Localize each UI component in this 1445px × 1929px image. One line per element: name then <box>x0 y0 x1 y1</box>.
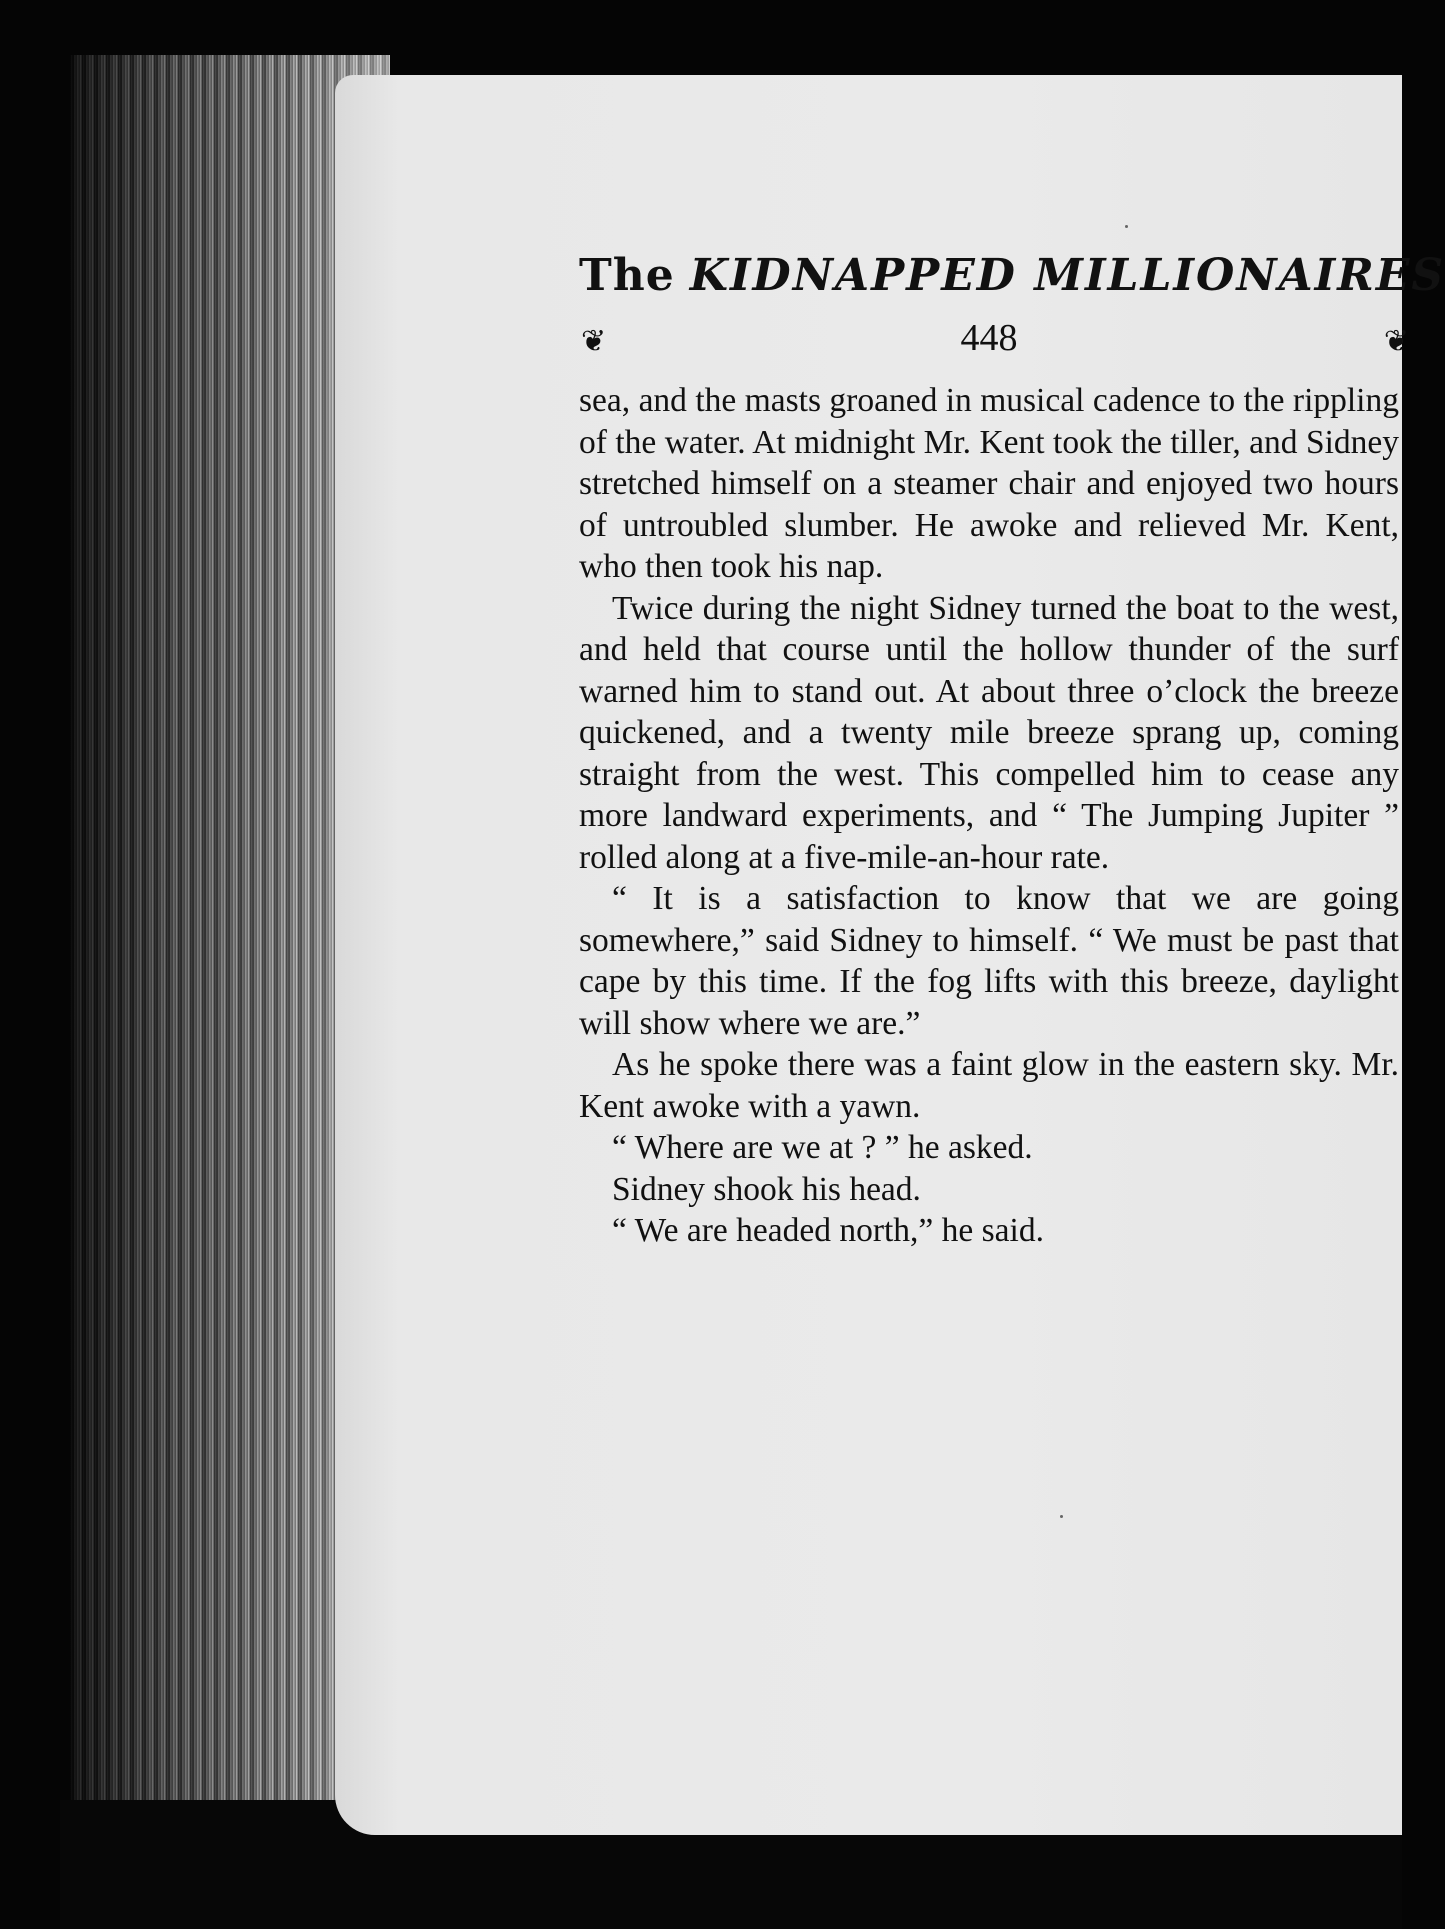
paper-speck <box>1060 1515 1063 1518</box>
page-content <box>579 250 1445 1252</box>
folio-row <box>579 316 1409 372</box>
paragraph: As he spoke there was a faint glow in the eastern sky. Mr. Kent awoke with a yawn. <box>579 1046 1399 1125</box>
left-ornament-icon: ❦ <box>581 324 607 359</box>
book-page <box>335 75 1445 1835</box>
running-head <box>579 250 1445 310</box>
paragraph: sea, and the masts groaned in musical cadence to the rippling of the water. At midnight Mr. Kent took the tiller, and Sidney stretched himself on a steamer chair and enjoyed two hours of untroubled slumber. He awoke and relieved Mr. Kent, who then took his nap. <box>579 382 1399 585</box>
paragraph: “ We are headed north,” he said. <box>612 1212 1044 1249</box>
paragraph: Twice during the night Sidney turned the boat to the west, and held that course until the hollow thunder of the surf warned him to stand out. At about three o’clock the breeze quickened, and a twenty mile breeze sprang up, coming straight from the west. This compelled him to cease any more landward experiments, and “ The Jumping Jupiter ” rolled along at a five-mile-an-hour rate. <box>579 589 1399 876</box>
running-head-article: The <box>579 250 675 301</box>
paragraph: Sidney shook his head. <box>612 1170 921 1208</box>
paragraph: “ Where are we at ? ” he asked. <box>612 1129 1033 1166</box>
paper-speck <box>1125 225 1128 228</box>
body-text <box>579 380 1399 1252</box>
right-ornament-icon: ❦ <box>1383 324 1409 359</box>
page-number: 448 <box>960 317 1018 359</box>
paragraph: “ It is a satisfaction to know that we are going somewhere,” said Sidney to himself. “ We must be past that cape by this time. If the fog lifts with this breeze, daylight will show where we are.” <box>579 880 1399 1042</box>
running-head-title: KIDNAPPED MILLIONAIRES <box>689 250 1445 301</box>
